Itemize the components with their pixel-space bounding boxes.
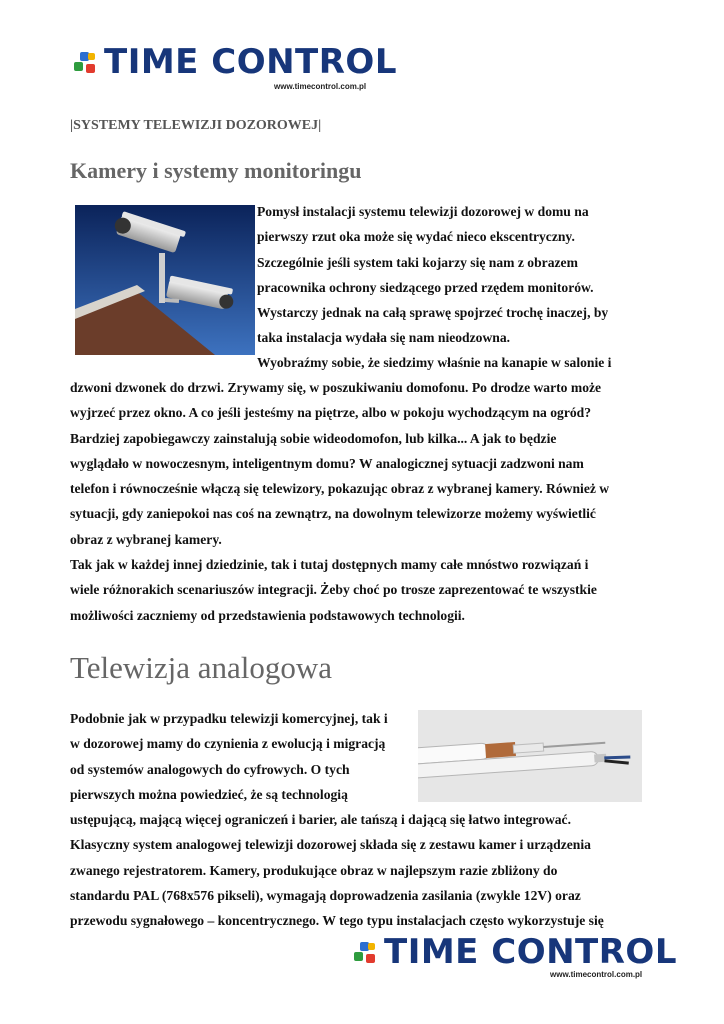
- text-line: od systemów analogowych do cyfrowych. O tych: [70, 761, 350, 777]
- text-line: ustępującą, mającą więcej ograniczeń i barier, ale tańszą i dającą się łatwo integrować.: [70, 812, 571, 827]
- brand-name: TIME CONTROL: [384, 932, 677, 972]
- text-line: Podobnie jak w przypadku telewizji komercyjnej, tak i: [70, 711, 388, 726]
- text-line: wyglądało w nowoczesnym, inteligentnym domu? W analogicznej sytuacji zadzwoni nam: [70, 455, 584, 471]
- text-line: pracownika ochrony siedzącego przed rzędem monitorów.: [257, 279, 594, 295]
- brand-logo-footer: [354, 930, 677, 986]
- text-line: sytuacji, gdy zaniepokoi nas coś na zewnątrz, na dowolnym telewizorze możemy wyświetlić: [70, 506, 596, 522]
- brand-url: www.timecontrol.com.pl: [274, 82, 367, 91]
- text-line: Tak jak w każdej innej dziedzinie, tak i tutaj dostępnych mamy całe mnóstwo rozwiązań i: [70, 557, 589, 573]
- brand-logo-header: [74, 40, 397, 96]
- text-line: standardu PAL (768x576 pikseli), wymagają doprowadzenia zasilania (zwykle 12V) oraz: [70, 887, 581, 903]
- text-line: telefon i równocześnie włączą się telewizory, pokazując obraz z wybranej kamery. Również w: [70, 481, 610, 497]
- brand-name: TIME CONTROL: [104, 42, 397, 82]
- coaxial-cable-photo: [418, 710, 642, 802]
- text-line: pierwszy rzut oka może się wydać nieco ekscentryczny.: [257, 229, 575, 245]
- text-line: możliwości zaczniemy od przedstawienia podstawowych technologii.: [70, 607, 465, 623]
- text-line: wyjrzeć przez okno. A co jeśli jesteśmy na piętrze, albo w pokoju wychodzącym na ogród?: [70, 405, 592, 421]
- text-line: Bardziej zapobiegawczy zainstalują sobie wideodomofon, lub kilka... A jak to będzie: [70, 430, 557, 446]
- text-line: Klasyczny system analogowej telewizji dozorowej składa się z zestawu kamer i urządzenia: [70, 837, 591, 853]
- intro-paragraph: [257, 199, 647, 351]
- analog-wrap-paragraph: [70, 706, 422, 807]
- text-line: przewodu sygnałowego – koncentrycznego. W tego typu instalacjach często wykorzystuje się: [70, 913, 604, 929]
- text-line: zwanego rejestratorem. Kamery, produkujące obraz w najlepszym razie zbliżony do: [70, 862, 558, 878]
- text-line: taka instalacja wydała się nam nieodzowna.: [257, 330, 511, 346]
- analog-section-title: Telewizja analogowa: [70, 650, 333, 685]
- text-line: Pomysł instalacji systemu telewizji dozorowej w domu na: [257, 204, 589, 219]
- text-line: w dozorowej mamy do czynienia z ewolucją i migracją: [70, 736, 386, 752]
- cctv-camera-photo: [75, 205, 255, 355]
- section-label: |SYSTEMY TELEWIZJI DOZOROWEJ|: [70, 118, 322, 133]
- text-line: wiele różnorakich scenariuszów integracji. Żeby choć po trosze zaprezentować te wszystkie: [70, 582, 597, 598]
- body-paragraph: [70, 375, 654, 628]
- brand-url: www.timecontrol.com.pl: [550, 970, 643, 979]
- article-title: Kamery i systemy monitoringu: [70, 158, 362, 183]
- text-line: Wystarczy jednak na całą sprawę spojrzeć trochę inaczej, by: [257, 305, 609, 321]
- text-line: dzwoni dzwonek do drzwi. Zrywamy się, w poszukiwaniu domofonu. Po drodze warto może: [70, 380, 602, 395]
- analog-body-paragraph: [70, 807, 654, 933]
- logo-squares-icon: [74, 52, 98, 76]
- text-line: obraz z wybranej kamery.: [70, 531, 222, 547]
- logo-squares-icon: [354, 942, 378, 966]
- text-line: Szczególnie jeśli system taki kojarzy się nam z obrazem: [257, 254, 578, 270]
- text-line: pierwszych można powiedzieć, że są technologią: [70, 786, 348, 802]
- intro-last-line: Wyobraźmy sobie, że siedzimy właśnie na kanapie w salonie i: [257, 355, 612, 370]
